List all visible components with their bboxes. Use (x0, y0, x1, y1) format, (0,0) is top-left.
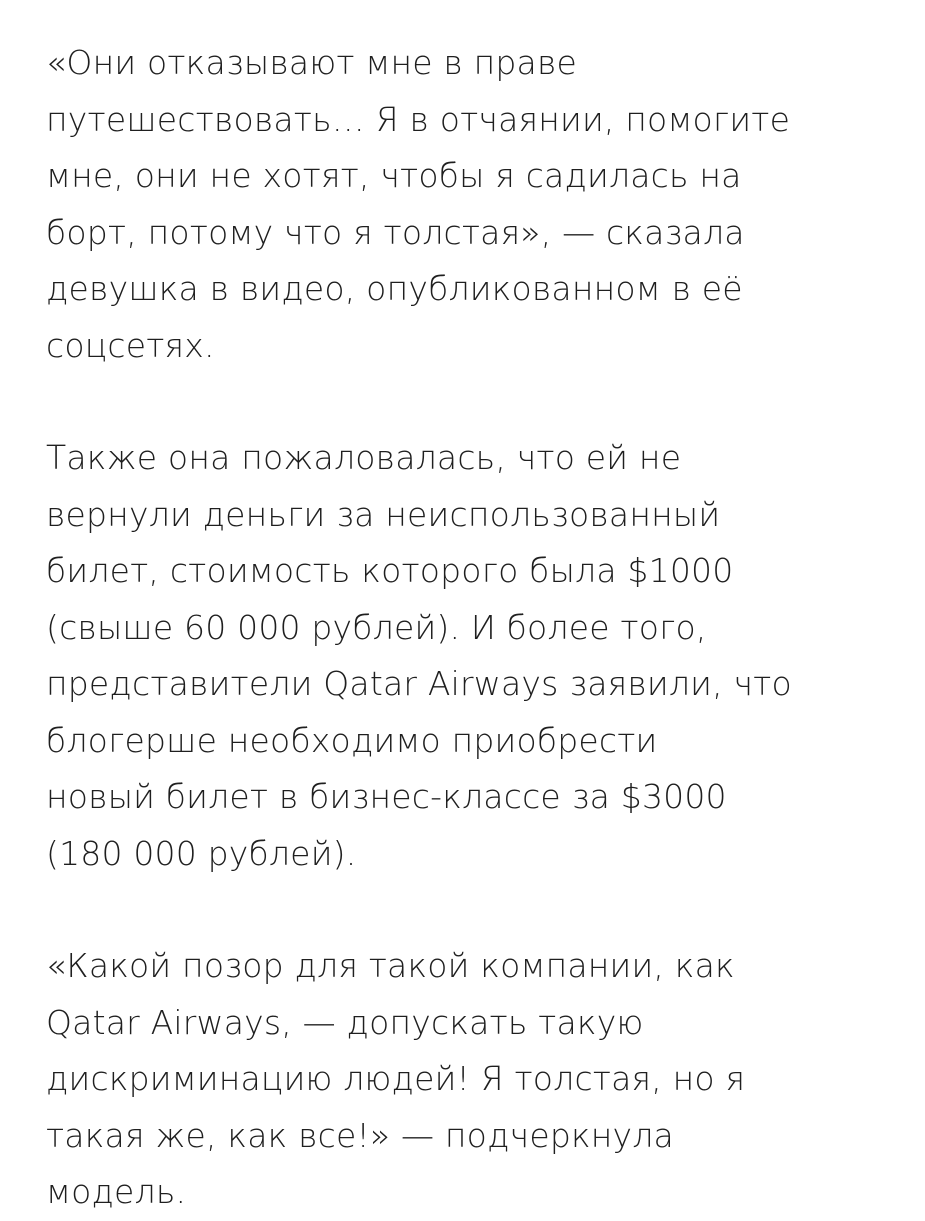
text-line: Также она пожаловалась, что ей не (46, 438, 682, 477)
article-body (46, 35, 896, 1221)
paragraph-quote-discrimination (46, 938, 896, 1221)
text-line: соцсетях. (46, 325, 215, 365)
text-line: дискриминацию людей! Я толстая, но я (46, 1059, 746, 1098)
text-line: новый билет в бизнес-классе за $3000 (46, 777, 727, 816)
text-line: борт, потому что я толстая», — сказала (46, 212, 745, 252)
text-line: билет, стоимость которого была $1000 (46, 551, 734, 590)
text-line: представители Qatar Airways заявили, что (46, 664, 792, 703)
text-line: «Они отказывают мне в праве (46, 43, 578, 82)
text-line: блогерше необходимо приобрести (46, 720, 658, 760)
text-line: путешествовать… Я в отчаянии, помогите (46, 99, 791, 139)
paragraph-refund-complaint (46, 430, 896, 882)
text-line: модель. (46, 1172, 187, 1211)
text-line: (свыше 60 000 рублей). И более того, (46, 607, 707, 647)
text-line: (180 000 рублей). (46, 833, 357, 873)
text-line: такая же, как все!» — подчеркнула (46, 1115, 674, 1155)
text-line: Qatar Airways, — допускать такую (46, 1002, 644, 1042)
text-line: вернули деньги за неиспользованный (46, 494, 721, 534)
paragraph-quote-denied-travel (46, 35, 896, 374)
text-line: мне, они не хотят, чтобы я садилась на (46, 156, 742, 195)
text-line: «Какой позор для такой компании, как (46, 946, 735, 985)
text-line: девушка в видео, опубликованном в её (46, 269, 743, 308)
